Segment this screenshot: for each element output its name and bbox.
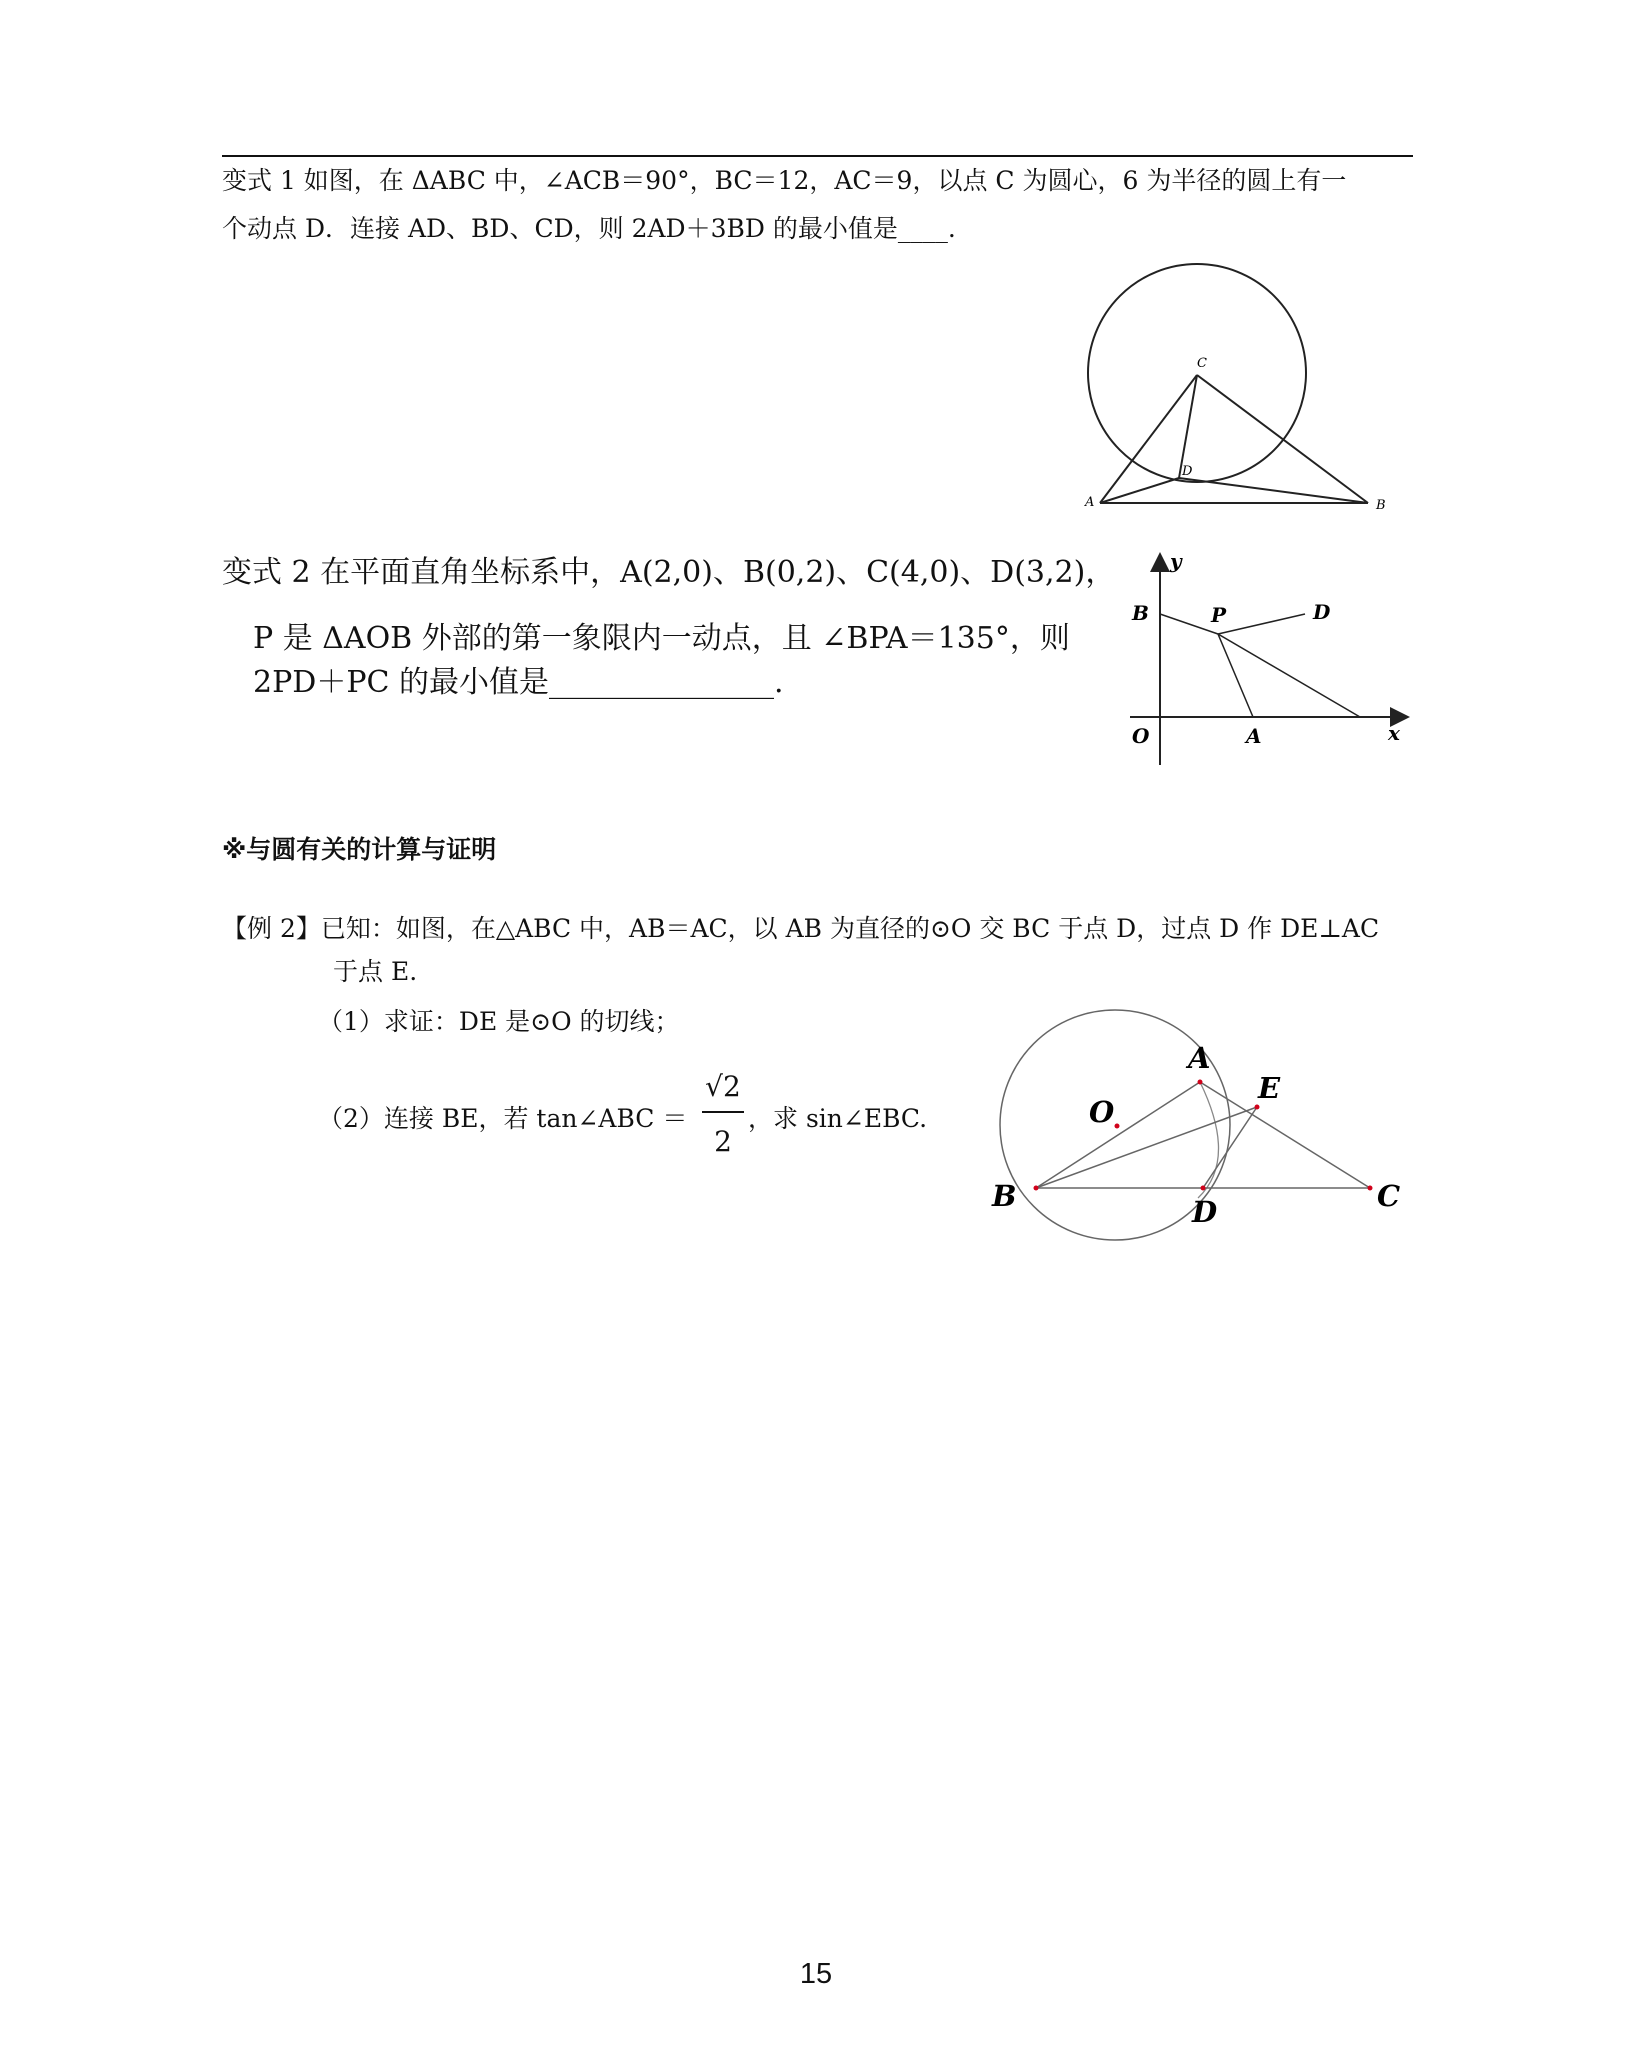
v2-segment-bp (1160, 614, 1218, 634)
e2-segment-ac (1200, 1082, 1370, 1188)
example2-line2: 于点 E. (333, 957, 418, 986)
example2-part1: （1）求证：DE 是⊙O 的切线； (318, 1007, 680, 1036)
v1-label-d: D (1182, 464, 1193, 479)
v2-label-b: B (1132, 601, 1149, 625)
variant2-line3: 2PD＋PC 的最小值是_______________. (253, 665, 784, 700)
v2-segment-pc (1218, 634, 1360, 717)
fraction-bar (702, 1111, 744, 1113)
v2-label-o: O (1132, 724, 1150, 748)
e2-label-b: B (992, 1179, 1017, 1213)
v1-segment-ca (1100, 375, 1197, 503)
header-rule (222, 155, 1413, 157)
section-heading: ※与圆有关的计算与证明 (222, 835, 497, 864)
e2-label-c: C (1377, 1179, 1401, 1213)
variant2-line1: 变式 2 在平面直角坐标系中，A(2,0)、B(0,2)、C(4,0)、D(3,2)， (222, 555, 1116, 590)
v1-label-c: C (1197, 356, 1207, 371)
example2-part2-suffix: ，求 sin∠EBC. (748, 1104, 928, 1133)
v1-circle (1088, 264, 1306, 482)
e2-label-o: O (1089, 1095, 1115, 1129)
e2-segment-ba (1036, 1082, 1200, 1188)
v2-label-x: x (1388, 721, 1400, 745)
v2-label-p: P (1211, 603, 1227, 627)
v1-label-b: B (1376, 498, 1386, 513)
v1-label-a: A (1085, 495, 1095, 510)
e2-point-e (1255, 1105, 1260, 1110)
v2-label-a: A (1246, 724, 1262, 748)
e2-point-d (1201, 1186, 1206, 1191)
e2-point-b (1034, 1186, 1039, 1191)
v1-segment-ad (1100, 478, 1179, 503)
example2-line1: 【例 2】已知：如图，在△ABC 中，AB＝AC，以 AB 为直径的⊙O 交 BC 于点 D，过点 D 作 DE⊥AC (222, 914, 1380, 943)
e2-point-o (1115, 1124, 1120, 1129)
example2-figure (990, 1010, 1420, 1255)
variant1-figure (1070, 250, 1420, 535)
variant1-line2: 个动点 D．连接 AD、BD、CD，则 2AD＋3BD 的最小值是____. (222, 214, 956, 243)
page-number: 15 (799, 1958, 833, 1990)
v1-segment-cd (1179, 375, 1197, 478)
e2-point-a (1198, 1080, 1203, 1085)
v2-label-y: y (1170, 549, 1182, 573)
e2-point-c (1368, 1186, 1373, 1191)
v2-segment-pd (1218, 614, 1305, 634)
e2-label-e: E (1258, 1071, 1281, 1105)
e2-label-a: A (1188, 1041, 1211, 1075)
variant2-line2: P 是 ΔAOB 外部的第一象限内一动点，且 ∠BPA＝135°，则 (253, 621, 1070, 656)
variant1-line1: 变式 1 如图，在 ΔABC 中，∠ACB＝90°，BC＝12，AC＝9，以点 C 为圆心，6 为半径的圆上有一 (222, 166, 1347, 195)
e2-segment-be (1036, 1107, 1257, 1188)
v2-segment-pa (1218, 634, 1253, 717)
variant2-figure (1110, 550, 1420, 780)
e2-label-d: D (1192, 1195, 1218, 1229)
example2-part2-prefix: （2）连接 BE，若 tan∠ABC ＝ (318, 1104, 688, 1133)
fraction-numerator: √2 (705, 1070, 741, 1103)
v2-label-d: D (1313, 600, 1331, 624)
fraction-denominator: 2 (714, 1125, 732, 1158)
